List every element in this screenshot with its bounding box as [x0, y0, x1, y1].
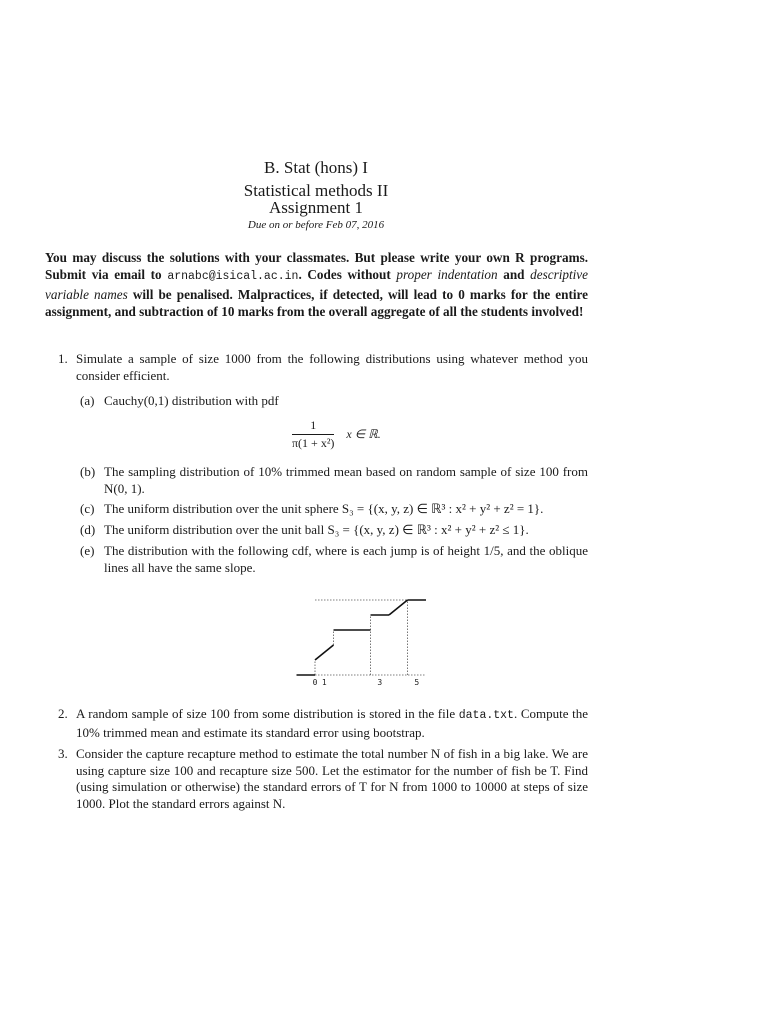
pdf-denominator: π(1 + x²) — [292, 436, 335, 450]
course-title: B. Stat (hons) I — [264, 158, 368, 177]
cdf-tick-label: 0 — [312, 678, 318, 687]
subquestion-label: (c) — [80, 501, 95, 516]
question-number: 1. — [58, 351, 68, 366]
question-1 — [58, 351, 588, 384]
question-number: 3. — [58, 746, 68, 761]
subquestion-text: The uniform distribution over the unit ball S₃ = {(x, y, z) ∈ ℝ³ : x² + y² + z² ≤ 1}. — [104, 522, 529, 537]
subquestion-text: The distribution with the following cdf, where is each jump is of height 1/5, and the oblique lines all have the same slope. — [104, 543, 588, 575]
question-3 — [58, 746, 588, 812]
pdf-numerator: 1 — [292, 418, 334, 435]
intro-text: will be penalised. Malpractices, if detected, will lead to 0 marks for the entire assignment, and subtraction of 10 marks from the overall aggregate of all the students involved! — [45, 286, 588, 319]
subquestion-label: (d) — [80, 522, 96, 537]
assignment-title: Assignment 1 — [269, 198, 363, 217]
question-text: Simulate a sample of size 1000 from the following distributions using whatever method you consider efficient. — [76, 351, 588, 383]
question-text-part: . Compute the 10% trimmed mean and estimate its standard error using bootstrap. — [76, 706, 588, 740]
cdf-segment — [315, 645, 334, 660]
question-1b — [80, 464, 588, 497]
subquestion-label: (e) — [80, 543, 95, 558]
subquestion-label: (a) — [80, 393, 95, 408]
question-1a — [80, 393, 588, 410]
intro-text: You may discuss the solutions with your classmates. But please write your own R programs. Submit via email to — [45, 250, 588, 283]
data-file-name: data.txt — [458, 709, 514, 722]
question-1d — [80, 522, 588, 539]
instructions-paragraph — [45, 249, 588, 320]
cauchy-pdf-formula — [292, 418, 381, 451]
question-text: Consider the capture recapture method to estimate the total number N of fish in a big lake. We are using capture size 100 and recapture size 500. Let the estimator for the number of fish be T. Find (using simulation or otherwise) the standard errors of T for N from 1000 to 10000 at steps of size 1000. Plot the standard errors against N. — [76, 746, 588, 811]
question-2 — [58, 706, 588, 741]
intro-emphasis: proper indentation — [396, 267, 498, 283]
cdf-step-chart — [285, 590, 420, 690]
subquestion-text: The sampling distribution of 10% trimmed mean based on random sample of size 100 from N(0, 1). — [104, 464, 588, 496]
cdf-tick-label: 5 — [414, 678, 420, 687]
question-text — [76, 706, 588, 741]
intro-emphasis: descriptive variable names — [45, 267, 589, 302]
question-1c — [80, 501, 588, 518]
pdf-domain: x ∈ ℝ. — [346, 427, 381, 441]
question-text-part: A random sample of size 100 from some distribution is stored in the file — [76, 706, 459, 721]
subquestion-text: Cauchy(0,1) distribution with pdf — [104, 393, 279, 408]
intro-text: and — [497, 267, 531, 283]
cdf-segment — [389, 600, 408, 615]
due-date: Due on or before Feb 07, 2016 — [247, 219, 385, 231]
cdf-tick-label: 3 — [377, 678, 383, 687]
question-number: 2. — [58, 706, 68, 721]
subquestion-label: (b) — [80, 464, 96, 479]
subject-title: Statistical methods II — [243, 181, 389, 200]
question-1e — [80, 543, 588, 576]
pdf-fraction — [292, 418, 334, 451]
email-link[interactable]: arnabc@isical.ac.in — [167, 270, 299, 284]
subquestion-text: The uniform distribution over the unit sphere S₃ = {(x, y, z) ∈ ℝ³ : x² + y² + z² = 1}. — [104, 501, 544, 516]
intro-text: . Codes without — [298, 267, 397, 283]
cdf-tick-label: 1 — [321, 678, 327, 687]
